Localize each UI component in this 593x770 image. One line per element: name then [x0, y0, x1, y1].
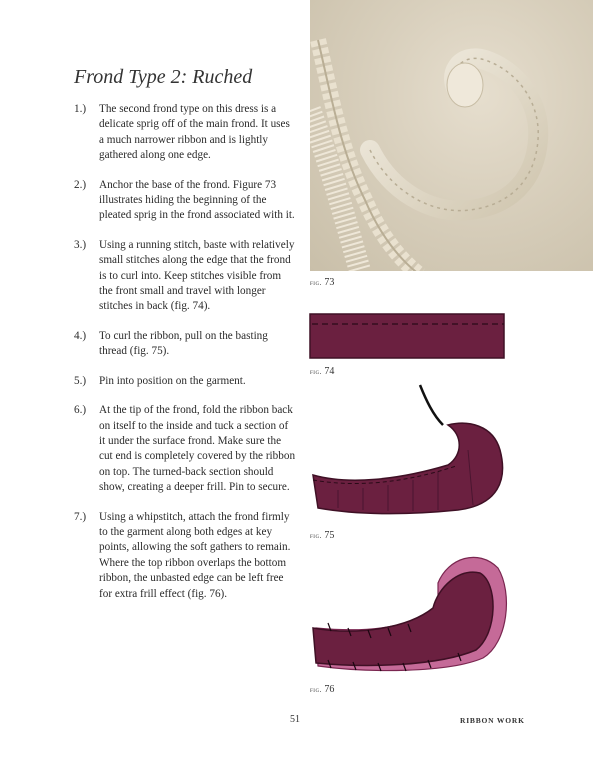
step-text: Anchor the base of the frond. Figure 73 illustrates hiding the beginning of the pleated sprig in the frond associated with it. — [99, 178, 295, 222]
page-number: 51 — [290, 714, 300, 725]
step-text: The second frond type on this dress is a delicate sprig off of the main frond. It uses a much narrower ribbon and is lightly gathered along one edge. — [99, 103, 290, 162]
step-number: 1.) — [74, 103, 87, 115]
step-1 — [74, 102, 296, 164]
step-text: To curl the ribbon, pull on the basting thread (fig. 75). — [99, 329, 268, 358]
fig-75-gathered-ribbon — [308, 380, 508, 520]
fig-label: fig. — [310, 278, 322, 287]
step-number: 4.) — [74, 329, 87, 342]
step-number: 3.) — [74, 238, 87, 251]
fig-label: fig. — [310, 685, 322, 694]
fig-73-caption — [310, 277, 334, 288]
fig-number: 73 — [324, 277, 335, 288]
instruction-list — [74, 102, 296, 616]
running-head: RIBBON WORK — [460, 716, 525, 725]
step-4 — [74, 329, 296, 360]
step-text: Pin into position on the garment. — [99, 374, 246, 387]
fig-74-straight-ribbon — [308, 312, 508, 362]
step-text: At the tip of the frond, fold the ribbon back on itself to the inside and tuck a section of it under the surface frond. Make sure the cut end is completely covered by the ribbon on top. The turned-back section should show, creating a deeper frill. Pin to secure. — [99, 404, 296, 494]
fig-number: 75 — [324, 530, 335, 541]
step-number: 6.) — [74, 404, 87, 417]
fig-75-caption — [310, 530, 334, 541]
step-number: 5.) — [74, 374, 87, 387]
step-number: 2.) — [74, 178, 87, 191]
fig-73-photo — [310, 0, 593, 271]
step-7 — [74, 510, 296, 602]
step-number: 7.) — [74, 510, 87, 523]
fig-76-caption — [310, 684, 334, 695]
step-3 — [74, 238, 296, 315]
ruched-ribbon-photo-illustration — [310, 0, 593, 271]
step-5 — [74, 374, 296, 389]
fig-76-whipstitched-frond — [308, 548, 513, 680]
step-text: Using a running stitch, baste with relatively small stitches along the edge that the frond is to curl into. Keep stitches visible from the front small and travel with longer stitches in back (fig. 74). — [99, 238, 295, 313]
fig-number: 74 — [324, 366, 335, 377]
step-6 — [74, 403, 296, 495]
fig-label: fig. — [310, 367, 322, 376]
fig-74-caption — [310, 366, 334, 377]
step-text: Using a whipstitch, attach the frond firmly to the garment along both edges at key points, allowing the soft gathers to remain. Where the top ribbon overlaps the bottom ribbon, the unbasted edge can be left free for extra frill effect (fig. 76). — [99, 510, 291, 600]
step-2 — [74, 178, 296, 224]
page-title: Frond Type 2: Ruched — [74, 66, 253, 88]
fig-number: 76 — [324, 684, 335, 695]
fig-label: fig. — [310, 531, 322, 540]
